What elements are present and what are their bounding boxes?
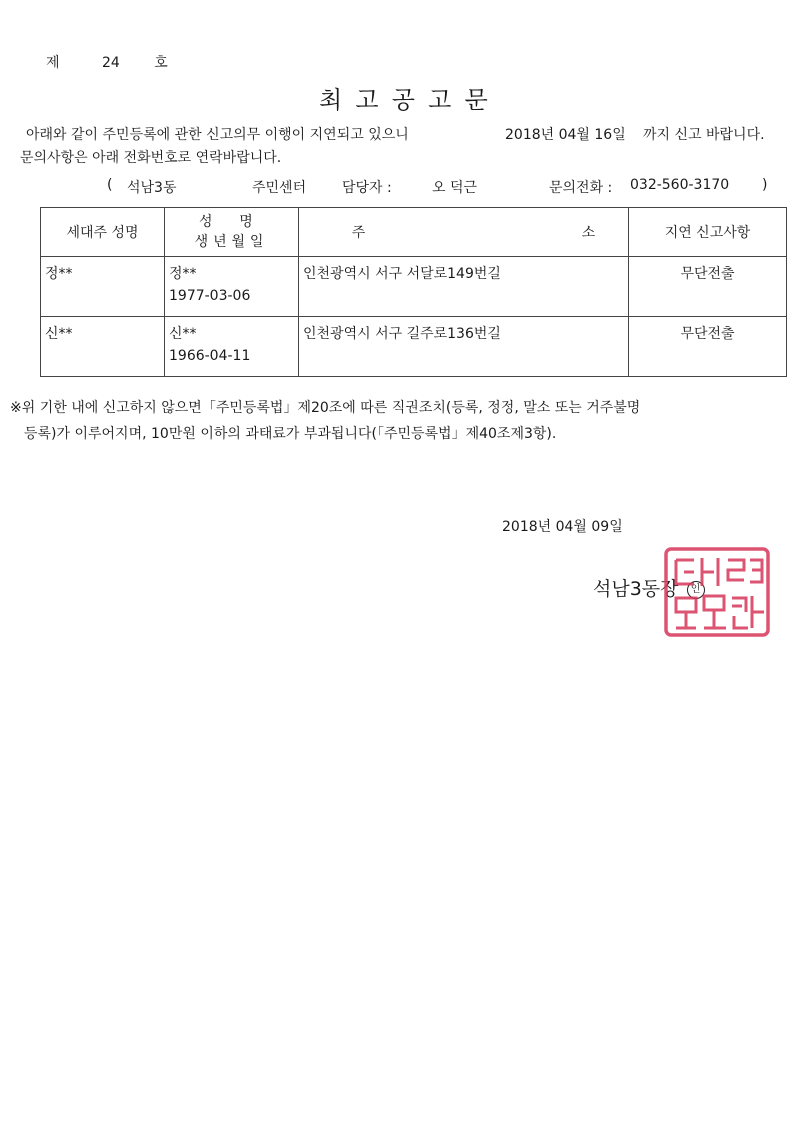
cell-name-birth (165, 257, 299, 317)
intro-line2: 문의사항은 아래 전화번호로 연락바랍니다. (20, 150, 282, 166)
table-row (41, 317, 787, 377)
cell-status: 무단전출 (629, 317, 787, 377)
doc-suffix: 호 (154, 55, 168, 71)
contact-phone-label: 문의전화 : (549, 180, 613, 196)
header-address (299, 208, 629, 257)
table-row (41, 257, 787, 317)
contact-manager-label: 담당자 : (342, 180, 392, 196)
header-name: 성 명 (198, 214, 265, 230)
contact-center: 주민센터 (252, 180, 307, 196)
doc-prefix: 제 (46, 55, 60, 71)
cell-name: 정** (169, 266, 197, 282)
header-householder: 세대주 성명 (41, 208, 165, 257)
contact-close-paren: ) (762, 177, 768, 193)
header-address-right: 소 (581, 225, 596, 241)
issue-date: 2018년 04월 09일 (502, 519, 623, 535)
legal-note-line1: ※위 기한 내에 신고하지 않으면「주민등록법」제20조에 따른 직권조치(등록, 정정, 말소 또는 거주불명 (10, 400, 641, 416)
cell-status: 무단전출 (629, 257, 787, 317)
seal-mark-icon: 인 (687, 581, 705, 599)
cell-name: 신** (169, 326, 197, 342)
official-seal-icon (662, 546, 772, 638)
signatory-name: 석남3동장 (593, 578, 679, 600)
document-number (46, 52, 168, 72)
page-title: 최고공고문 (319, 86, 501, 114)
cell-name-birth (165, 317, 299, 377)
header-status: 지연 신고사항 (629, 208, 787, 257)
cell-address: 인천광역시 서구 서달로149번길 (299, 257, 629, 317)
contact-phone: 032-560-3170 (630, 177, 730, 193)
table-header-row (41, 208, 787, 257)
header-birth: 생년월일 (194, 234, 269, 250)
deadline-date: 2018년 04월 16일 (505, 127, 626, 143)
contact-office: 석남3동 (127, 180, 177, 196)
contact-open-paren: ( (107, 177, 113, 193)
intro-line1-tail: 까지 신고 바랍니다. (643, 127, 765, 143)
cell-birth: 1966-04-11 (169, 348, 251, 364)
intro-line1: 아래와 같이 주민등록에 관한 신고의무 이행이 지연되고 있으니 (26, 127, 409, 143)
header-name-birth (165, 208, 299, 257)
doc-number: 24 (101, 55, 120, 71)
cell-householder: 신** (41, 317, 165, 377)
cell-birth: 1977-03-06 (169, 288, 251, 304)
cell-householder: 정** (41, 257, 165, 317)
delinquent-table (40, 207, 787, 377)
header-address-left: 주 (351, 225, 366, 241)
contact-manager-name: 오 덕근 (432, 180, 478, 196)
legal-note-line2: 등록)가 이루어지며, 10만원 이하의 과태료가 부과됩니다(「주민등록법」제40조제3항). (24, 426, 557, 442)
cell-address: 인천광역시 서구 길주로136번길 (299, 317, 629, 377)
